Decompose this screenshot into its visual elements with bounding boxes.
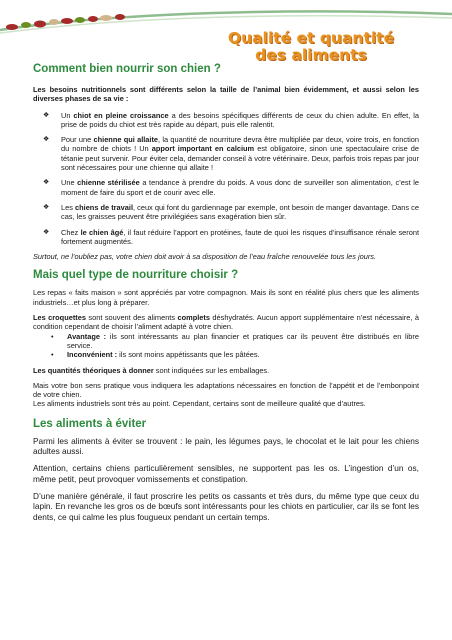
croquettes-paragraph: Les croquettes sont souvent des aliments complets déshydratés. Aucun apport supplémentaire n’est nécessaire, à condition cependant de choisir l’aliment adapté à votre chien. bbox=[33, 313, 419, 332]
pros-cons-list bbox=[51, 332, 419, 360]
list-item: ❖ Chez le chien âgé, il faut réduire l’apport en protéines, faute de quoi les risques d’insuffisance rénale seront fortement augmentés. bbox=[43, 227, 419, 246]
diamond-bullet-icon: ❖ bbox=[43, 228, 50, 236]
homemade-paragraph: Les repas « faits maison » sont appréciés par votre compagnon. Mais ils sont en réalité plus chers que les aliments industriels…et plus long à préparer. bbox=[33, 288, 419, 307]
diamond-bullet-icon: ❖ bbox=[43, 111, 50, 119]
quantities-paragraph: Les quantités théoriques à donner sont indiquées sur les emballages. bbox=[33, 365, 270, 375]
list-item: • Inconvénient : ils sont moins appétissants que les pâtées. bbox=[51, 350, 260, 360]
bullet-dot-icon: • bbox=[51, 331, 54, 341]
avoid-section bbox=[33, 436, 419, 522]
bones-warning-paragraph: Attention, certains chiens particulièrement sensibles, ne supportent pas les os. L’ingestion d’un os, même petit, peut provoquer vomissements et constipation. bbox=[33, 463, 419, 484]
list-item: • Avantage : ils sont intéressants au plan financier et pratiques car ils peuvent être distribués en libre service. bbox=[51, 331, 419, 350]
list-item: ❖ Les chiens de travail, ceux qui font du gardiennage par exemple, ont besoin de manger davantage. Dans ce cas, les graisses peuvent être privilégiées sans exagération bien sûr. bbox=[43, 202, 419, 222]
heading-type-nourriture: Mais quel type de nourriture choisir ? bbox=[33, 269, 239, 282]
diamond-bullet-icon: ❖ bbox=[43, 179, 50, 187]
document-title bbox=[216, 30, 406, 64]
common-sense-paragraph: Mais votre bon sens pratique vous indiquera les adaptations nécessaires en fonction de l’appétit et de l’embonpoint de votre chien. bbox=[33, 380, 419, 400]
bullet-dot-icon: • bbox=[51, 350, 54, 360]
intro-paragraph: Les besoins nutritionnels sont différents selon la taille de l’animal bien évidemment, et aussi selon les diverses phases de sa vie : bbox=[33, 85, 419, 104]
heading-nourrir: Comment bien nourrir son chien ? bbox=[33, 63, 221, 75]
document-body bbox=[33, 63, 419, 522]
title-line-2: des aliments bbox=[255, 46, 367, 64]
avoid-foods-paragraph: Parmi les aliments à éviter se trouvent : le pain, les légumes pays, le chocolat et le lait pour les chiens adultes aussi. bbox=[33, 435, 419, 457]
water-note: Surtout, ne l’oubliez pas, votre chien doit avoir à sa disposition de l’eau fraîche renouvelée tous les jours. bbox=[33, 252, 377, 262]
bones-advice-paragraph: D’une manière générale, il faut proscrire les petits os cassants et très durs, du même type que ceux du lapin. En revanche les gros os de bœufs sont intéressants pour les chiots en particulier, car ils se font les dents, ce qui calme les plus fougueux pendant un certain temps. bbox=[33, 490, 419, 522]
heading-aliments-eviter: Les aliments à éviter bbox=[33, 417, 147, 430]
list-item: ❖ Un chiot en pleine croissance a des besoins spécifiques différents de ceux du chien adulte. En effet, la prise de poids du chiot est très rapide au départ, puis elle ralentit. bbox=[43, 110, 419, 129]
life-phase-list bbox=[43, 111, 419, 247]
list-item: ❖ Pour une chienne qui allaite, la quantité de nourriture devra être multipliée par deux, voire trois, en fonction du nombre de chiots ! Un apport important en calcium est obligatoire, sinon une spectaculaire crise de tétanie peut survenir. Pour éviter cela, demander conseil à votre vétérinaire. Deux, parfois trois repas par jour sont nécessaires pour une chienne qui allaite ! bbox=[43, 135, 419, 173]
list-item: ❖ Une chienne stérilisée a tendance à prendre du poids. A vous donc de surveiller son alimentation, c’est le moment de faire du sport et de courir avec elle. bbox=[43, 178, 419, 197]
title-line-1: Qualité et quantité bbox=[227, 29, 395, 47]
diamond-bullet-icon: ❖ bbox=[43, 203, 50, 211]
diamond-bullet-icon: ❖ bbox=[43, 136, 50, 144]
industrial-food-paragraph: Les aliments industriels sont très au point. Cependant, certains sont de meilleure qualité que d’autres. bbox=[33, 399, 366, 409]
